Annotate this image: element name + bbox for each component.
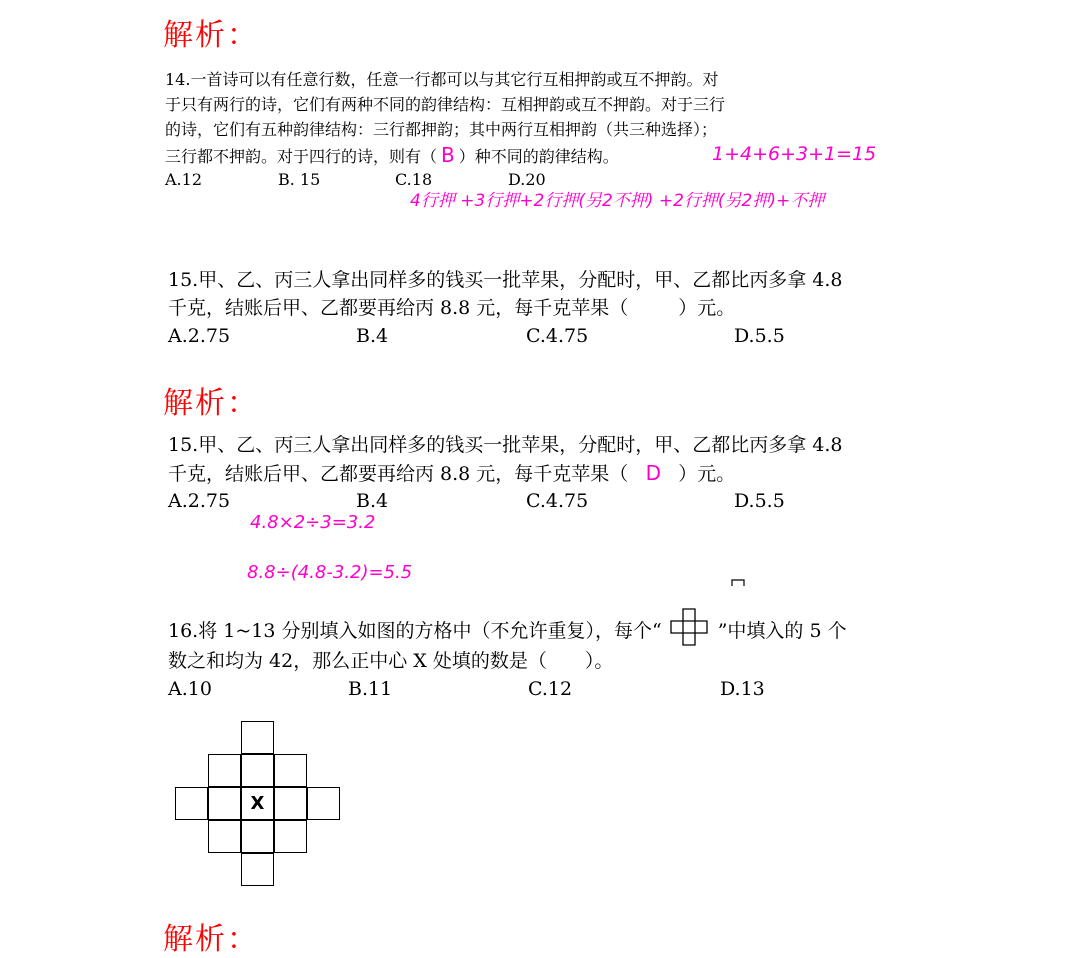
q15-line-2-after: ）元。 [678, 297, 736, 319]
grid-center-cell: X [241, 787, 274, 820]
q15a-line-2-after: ）元。 [678, 463, 736, 485]
q15a-line-2-before: 千克，结账后甲、乙都要再给丙 8.8 元，每千克苹果（ [168, 463, 629, 485]
q14-line-4 [165, 143, 619, 169]
q15a-line-1: 15.甲、乙、丙三人拿出同样多的钱买一批苹果，分配时，甲、乙都比丙多拿 4.8 [168, 434, 843, 456]
q14-line-4-after: ）种不同的韵律结构。 [458, 147, 619, 166]
q14-handwritten-answer: B [441, 143, 455, 167]
q15-line-2-before: 千克，结账后甲、乙都要再给丙 8.8 元，每千克苹果（ [168, 297, 629, 319]
analysis-heading-3: 解析： [163, 922, 259, 957]
q15a-option-a: A.2.75 [168, 490, 231, 512]
cross-shape-icon [670, 608, 708, 646]
q15a-option-d: D.5.5 [734, 490, 785, 512]
q14-line-1: 14.一首诗可以有任意行数，任意一行都可以与其它行互相押韵或互不押韵。对 [165, 70, 719, 89]
q16-line-2: 数之和均为 42，那么正中心 X 处填的数是（ ）。 [168, 650, 614, 672]
q15-line-1: 15.甲、乙、丙三人拿出同样多的钱买一批苹果，分配时，甲、乙都比丙多拿 4.8 [168, 269, 843, 291]
q15-handwritten-answer: D [645, 461, 661, 485]
corner-mark-icon [731, 579, 745, 587]
grid-cell [274, 754, 307, 787]
q14-line-3: 的诗，它们有五种韵律结构：三行都押韵；其中两行互相押韵（共三种选择）； [165, 120, 718, 139]
q14-option-c: C.18 [395, 170, 433, 189]
q16-line-1 [168, 617, 847, 645]
grid-cell [208, 787, 241, 820]
q16-option-b: B.11 [348, 678, 393, 700]
grid-cell [274, 787, 307, 820]
grid-cell [241, 721, 274, 754]
grid-cell [241, 853, 274, 886]
grid-cell [307, 787, 340, 820]
q14-line-4-before: 三行都不押韵。对于四行的诗，则有（ [165, 147, 438, 166]
q15-handwritten-calc-2: 8.8÷(4.8-3.2)=5.5 [247, 562, 413, 583]
q16-options [168, 675, 818, 703]
q15-options [168, 322, 818, 350]
q14-option-d: D.20 [508, 170, 546, 189]
q16-option-c: C.12 [528, 678, 573, 700]
q15-option-a: A.2.75 [168, 325, 231, 347]
grid-cell [208, 754, 241, 787]
q15a-line-2 [168, 459, 735, 488]
q16-line-1-after: ”中填入的 5 个 [717, 620, 847, 642]
analysis-heading-2: 解析： [163, 386, 259, 421]
q16-option-a: A.10 [168, 678, 212, 700]
q15-option-d: D.5.5 [734, 325, 785, 347]
grid-cell [175, 787, 208, 820]
grid-cell [241, 820, 274, 853]
q15-option-c: C.4.75 [526, 325, 589, 347]
q14-line-2: 于只有两行的诗，它们有两种不同的韵律结构：互相押韵或互不押韵。对于三行 [165, 95, 726, 114]
q16-option-d: D.13 [720, 678, 765, 700]
grid-cell [241, 754, 274, 787]
grid-cell [274, 820, 307, 853]
q15a-option-b: B.4 [356, 490, 389, 512]
q15a-option-c: C.4.75 [526, 490, 589, 512]
q14-option-b: B. 15 [278, 170, 321, 189]
analysis-heading-1: 解析： [163, 18, 259, 53]
q15-handwritten-calc-1: 4.8×2÷3=3.2 [250, 512, 376, 533]
q15a-options [168, 487, 818, 515]
diamond-grid-figure [175, 721, 343, 889]
q14-option-a: A.12 [165, 170, 202, 189]
q15-option-b: B.4 [356, 325, 389, 347]
q15-line-2 [168, 294, 735, 322]
q14-handwritten-note: 4行押 +3行押+2行押(另2不押) +2行押(另2押)+不押 [410, 191, 825, 211]
grid-cell [208, 820, 241, 853]
q14-handwritten-sum: 1+4+6+3+1=15 [712, 143, 877, 165]
q16-line-1-before: 16.将 1~13 分别填入如图的方格中（不允许重复），每个“ [168, 620, 662, 642]
